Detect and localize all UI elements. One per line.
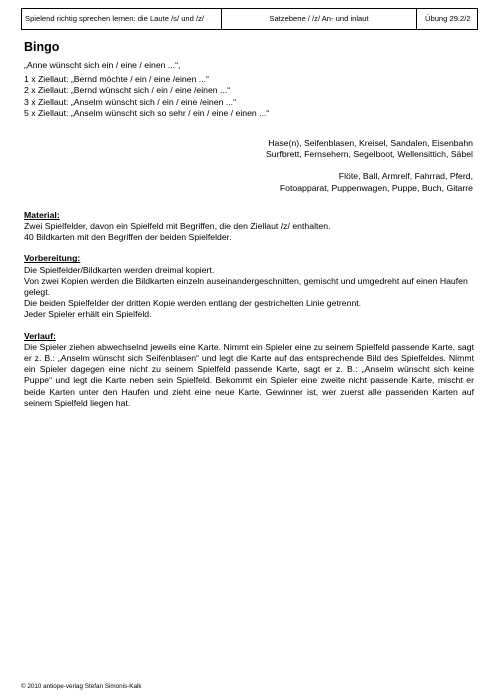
header-exercise-number: Übung 29.2/2 [425, 14, 471, 23]
word-list-other [24, 171, 474, 193]
procedure-text: Die Spieler ziehen abwechselnd jeweils eine Karte. Nimmt ein Spieler eine zu seinem Spielfeld passende Karte, sagt er z. B.: „Anselm wünscht sich Seifenblasen“ und legt die Karte auf das entsprechende Bild des Spielfeldes. Nimmt ein Spieler dagegen eine nicht zu seinem Spielfeld passende Karte, sagt er z. B.: „Anselm wünscht sich keine Puppe“ und legt die Karte neben sein Spielfeld. Bekommt ein Spieler eine zweite nicht passende Karte, mischt er beide Karten unter den Haufen und zieht eine neue Karte. Gewinner ist, wer zuerst alle passenden Karten auf seinem Spielfeld liegen hat. [24, 341, 474, 408]
word-line-4: Fotoapparat, Puppenwagen, Puppe, Buch, Gitarre [279, 182, 473, 193]
preparation-heading: Vorbereitung: [24, 253, 81, 264]
page-title: Bingo [24, 40, 60, 54]
word-line-2: Surfbrett, Fernsehern, Segelboot, Wellensittich, Säbel [265, 149, 473, 160]
main-content [24, 40, 474, 409]
procedure-heading: Verlauf: [24, 330, 56, 341]
preparation-line-3: Die beiden Spielfelder der dritten Kopie werden entlang der gestrichelten Linie getrennt. [24, 298, 362, 309]
intro-sentence: „Anne wünscht sich ein / eine / einen ...“, [24, 60, 181, 70]
target-line-1: 1 x Ziellaut: „Bernd möchte / ein / eine /einen ...“ [24, 74, 209, 85]
header-topic: Spielend richtig sprechen lernen: die Laute /s/ und /z/ [22, 9, 222, 29]
copyright-footer: © 2010 antiope-verlag Stefan Simonis-Kalk [21, 683, 142, 690]
material-line-1: Zwei Spielfelder, davon ein Spielfeld mit Begriffen, die den Ziellaut /z/ enthalten. [24, 221, 331, 232]
word-list-s [24, 138, 474, 160]
target-line-3: 3 x Ziellaut: „Anselm wünscht sich / ein / eine /einen ...“ [24, 96, 236, 107]
header-table [21, 8, 478, 30]
preparation-line-2: Von zwei Kopien werden die Bildkarten einzeln auseinandergeschnitten, gemischt und umgedreht auf einen Haufen gelegt. [24, 275, 468, 298]
material-heading: Material: [24, 209, 60, 220]
target-line-2: 2 x Ziellaut: „Bernd wünscht sich / ein / eine /einen ...“ [24, 85, 231, 96]
word-line-3: Flöte, Ball, Armreif, Fahrrad, Pferd, [338, 171, 473, 182]
material-line-2: 40 Bildkarten mit den Begriffen der beiden Spielfelder. [24, 232, 232, 243]
target-line-4: 5 x Ziellaut: „Anselm wünscht sich so sehr / ein / eine / einen ...“ [24, 107, 270, 118]
word-line-1: Hase(n), Seifenblasen, Kreisel, Sandalen, Eisenbahn [268, 138, 473, 149]
header-level: Satzebene / /z/ An- und inlaut [222, 9, 417, 29]
preparation-line-4: Jeder Spieler erhält ein Spielfeld. [24, 309, 152, 320]
preparation-line-1: Die Spielfelder/Bildkarten werden dreimal kopiert. [24, 264, 215, 275]
